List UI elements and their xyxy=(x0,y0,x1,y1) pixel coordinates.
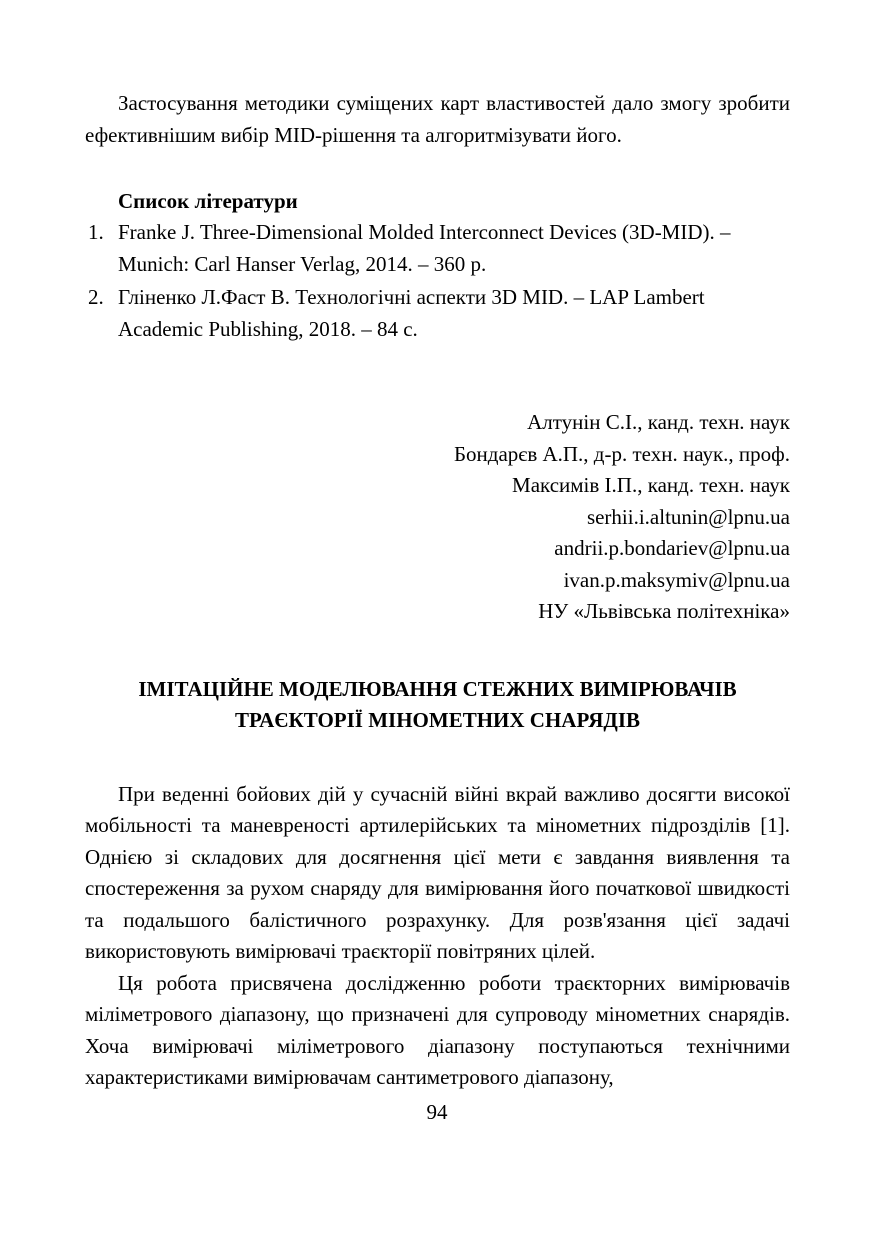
reference-number: 2. xyxy=(88,285,104,309)
reference-item xyxy=(85,217,790,280)
page-number: 94 xyxy=(426,1100,448,1124)
reference-number: 1. xyxy=(88,220,104,244)
article-body xyxy=(85,779,790,1094)
references-heading: Список літератури xyxy=(118,189,298,213)
references-list xyxy=(85,217,790,345)
reference-text: Гліненко Л.Фаст В. Технологічні аспекти 3D MID. – LAP Lambert Academic Publishing, 2018. – 84 с. xyxy=(118,285,705,341)
authors-block xyxy=(85,407,790,628)
body-paragraph: При веденні бойових дій у сучасній війні вкрай важливо досягти високої мобільності та маневреності артилерійських та мінометних підрозділів [1]. Однією зі складових для досягнення цієї мети є завдання виявлення та спостереження за рухом снаряду для вимірювання його початкової швидкості та подальшого балістичного розрахунку. Для розв'язання цієї задачі використовують вимірювачі траєкторії повітряних цілей. xyxy=(85,781,790,963)
reference-text: Franke J. Three-Dimensional Molded Interconnect Devices (3D-MID). – Munich: Carl Hanser Verlag, 2014. – 360 p. xyxy=(118,220,731,276)
article-title: ІМІТАЦІЙНЕ МОДЕЛЮВАННЯ СТЕЖНИХ ВИМІРЮВАЧІВ ТРАЄКТОРІЇ МІНОМЕТНИХ СНАРЯДІВ xyxy=(138,676,737,732)
author-line: Максимів І.П., канд. техн. наук xyxy=(512,473,790,497)
author-email: andrii.p.bondariev@lpnu.ua xyxy=(554,536,790,560)
intro-paragraph: Застосування методики суміщених карт властивостей дало змогу зробити ефективнішим вибір MID-рішення та алгоритмізувати його. xyxy=(85,91,790,147)
author-line: Бондарєв А.П., д-р. техн. наук., проф. xyxy=(454,441,790,466)
author-line: Алтунін С.І., канд. техн. наук xyxy=(527,410,790,434)
affiliation-line: НУ «Львівська політехніка» xyxy=(538,599,790,623)
reference-item xyxy=(85,282,790,345)
author-email: serhii.i.altunin@lpnu.ua xyxy=(586,504,790,529)
author-email: ivan.p.maksymiv@lpnu.ua xyxy=(563,567,790,592)
body-paragraph: Ця робота присвячена дослідженню роботи траєкторних вимірювачів міліметрового діапазону, що призначені для супроводу мінометних снарядів. Хоча вимірювачі міліметрового діапазону поступаються технічними характеристиками вимірювачам сантиметрового діапазону, xyxy=(85,970,790,1089)
